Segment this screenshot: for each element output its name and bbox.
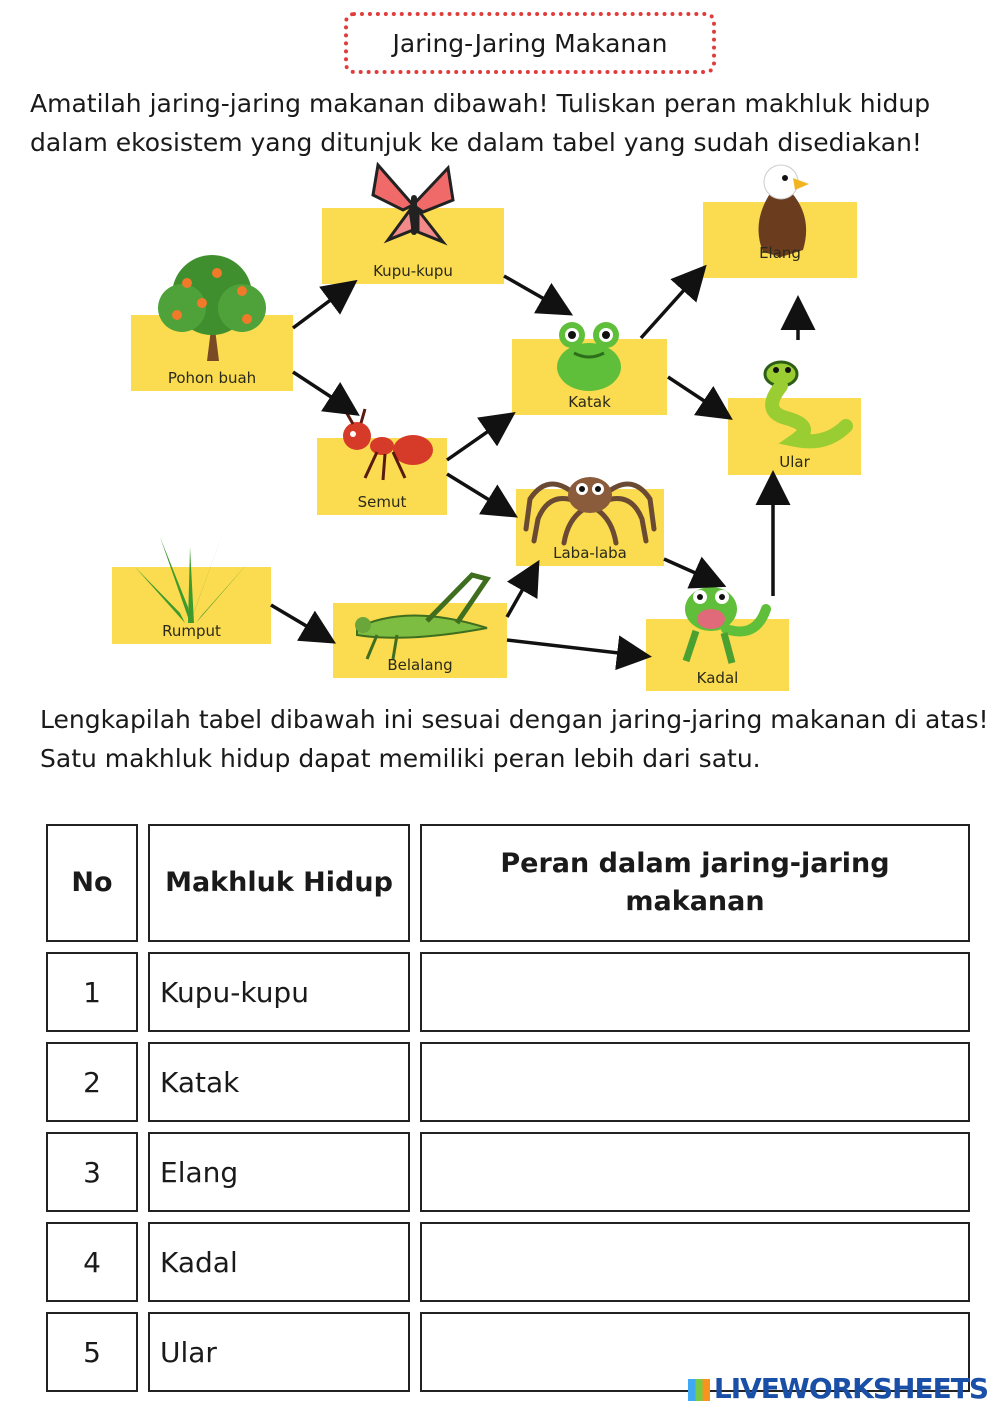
- role-cell[interactable]: [420, 1042, 970, 1122]
- arrow-semut-katak: [447, 416, 510, 460]
- answer-table: [36, 814, 980, 1402]
- row-name: Kadal: [148, 1222, 410, 1302]
- arrow-belalang-kadal: [507, 640, 645, 656]
- arrow-rumput-belalang: [271, 605, 330, 640]
- role-cell[interactable]: [420, 952, 970, 1032]
- row-no: 5: [46, 1312, 138, 1392]
- tree-icon: [147, 253, 277, 363]
- instruction-text-2: Lengkapilah tabel dibawah ini sesuai dengan jaring-jaring makanan di atas! Satu makhluk hidup dapat memiliki peran lebih dari satu.: [40, 705, 989, 773]
- row-no: 4: [46, 1222, 138, 1302]
- node-label: Belalang: [387, 656, 453, 674]
- arrow-pohon-kupu: [293, 284, 352, 328]
- row-no: 3: [46, 1132, 138, 1212]
- node-label: Rumput: [162, 622, 221, 640]
- node-label: Ular: [779, 453, 810, 471]
- node-belalang: [333, 603, 507, 678]
- node-rumput: [112, 567, 271, 644]
- header-name: Makhluk Hidup: [148, 824, 410, 942]
- role-input[interactable]: [423, 1071, 967, 1099]
- header-no: No: [46, 824, 138, 942]
- role-input[interactable]: [423, 1251, 967, 1279]
- logo-icon: [688, 1379, 710, 1401]
- node-semut: [317, 438, 447, 515]
- frog-icon: [544, 317, 634, 397]
- grass-icon: [130, 527, 250, 627]
- watermark-text: LIVEWORKSHEETS: [713, 1372, 988, 1405]
- watermark-logo: [688, 1372, 988, 1405]
- snake-icon: [746, 356, 856, 456]
- ant-icon: [327, 408, 437, 488]
- lizard-icon: [666, 579, 776, 669]
- page-title: Jaring-Jaring Makanan: [392, 28, 668, 58]
- node-pohon-buah: [131, 315, 293, 391]
- arrow-katak-elang: [641, 270, 702, 338]
- title-box: [344, 12, 716, 74]
- row-name: Kupu-kupu: [148, 952, 410, 1032]
- header-role: Peran dalam jaring-jaring makanan: [420, 824, 970, 942]
- table-row: [46, 1042, 970, 1122]
- row-name: Katak: [148, 1042, 410, 1122]
- arrow-belalang-laba: [507, 566, 536, 617]
- node-label: Kadal: [696, 669, 739, 687]
- node-label: Katak: [568, 393, 611, 411]
- table-row: [46, 952, 970, 1032]
- role-cell[interactable]: [420, 1222, 970, 1302]
- node-kadal: [646, 619, 789, 691]
- node-laba-laba: [516, 489, 664, 566]
- node-label: Elang: [759, 244, 801, 262]
- row-no: 2: [46, 1042, 138, 1122]
- node-ular: [728, 398, 861, 475]
- node-label: Kupu-kupu: [373, 262, 453, 280]
- grasshopper-icon: [337, 573, 507, 663]
- role-input[interactable]: [423, 1161, 967, 1189]
- node-label: Pohon buah: [167, 369, 257, 387]
- role-cell[interactable]: [420, 1132, 970, 1212]
- arrow-semut-laba: [447, 474, 512, 514]
- arrow-katak-ular: [668, 377, 727, 416]
- table-row: [46, 1132, 970, 1212]
- table-header-row: [46, 824, 970, 942]
- node-elang: [703, 202, 857, 278]
- node-label: Laba-laba: [553, 544, 627, 562]
- row-no: 1: [46, 952, 138, 1032]
- arrow-pohon-semut: [293, 372, 354, 412]
- table-row: [46, 1222, 970, 1302]
- row-name: Ular: [148, 1312, 410, 1392]
- node-katak: [512, 339, 667, 415]
- arrow-kupu-katak: [504, 276, 567, 312]
- node-kupu-kupu: [322, 208, 504, 284]
- role-input[interactable]: [423, 1341, 967, 1369]
- spider-icon: [520, 459, 660, 549]
- node-label: Semut: [357, 493, 407, 511]
- row-name: Elang: [148, 1132, 410, 1212]
- butterfly-icon: [368, 160, 458, 250]
- instruction-text: Amatilah jaring-jaring makanan dibawah! Tuliskan peran makhluk hidup dalam ekosistem yang ditunjuk ke dalam tabel yang sudah disediakan!: [30, 89, 931, 157]
- role-input[interactable]: [423, 981, 967, 1009]
